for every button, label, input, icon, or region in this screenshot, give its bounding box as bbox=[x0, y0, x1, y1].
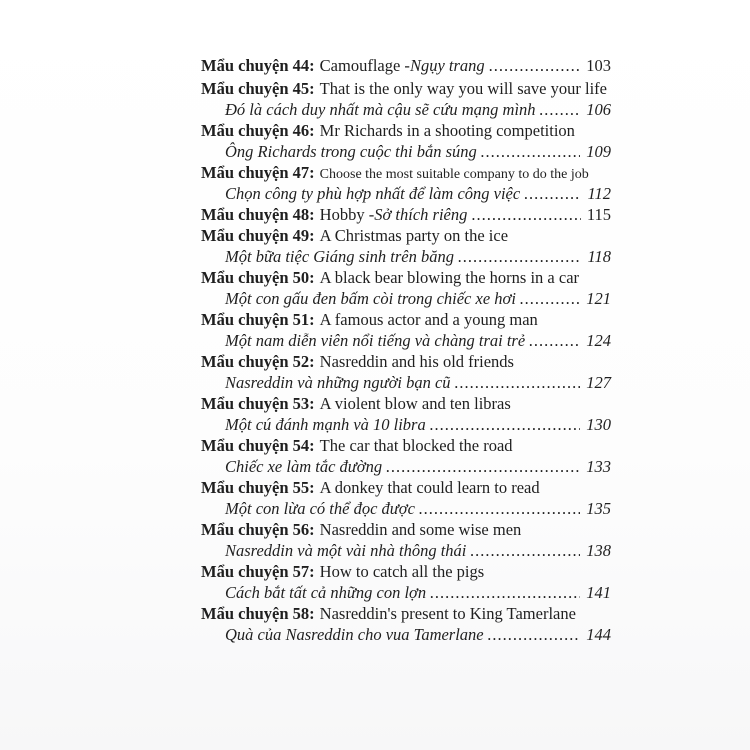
story-title: Camouflage - bbox=[319, 56, 410, 75]
page-number: 115 bbox=[586, 205, 611, 224]
toc-line bbox=[201, 204, 611, 225]
story-title: A Christmas party on the ice bbox=[319, 226, 509, 245]
story-label: Mẩu chuyện 56: bbox=[201, 520, 315, 539]
leader-dots bbox=[455, 372, 581, 393]
toc-entry-53 bbox=[201, 393, 611, 435]
page-number: 103 bbox=[586, 56, 611, 75]
toc-entry-44 bbox=[201, 55, 611, 76]
story-title: A famous actor and a young man bbox=[319, 310, 538, 329]
page-number: 127 bbox=[586, 373, 611, 392]
story-title: How to catch all the pigs bbox=[319, 562, 485, 581]
story-subtitle: Chọn công ty phù hợp nhất để làm công việc bbox=[225, 184, 521, 203]
story-title: A violent blow and ten libras bbox=[319, 394, 511, 413]
story-title-vi: Sở thích riêng bbox=[374, 205, 468, 224]
story-label: Mẩu chuyện 52: bbox=[201, 352, 315, 371]
story-subtitle: Chiếc xe làm tắc đường bbox=[225, 457, 383, 476]
leader-dots bbox=[430, 414, 581, 435]
story-title: Nasreddin's present to King Tamerlane bbox=[319, 604, 576, 623]
toc-subline bbox=[201, 456, 611, 477]
page-number: 109 bbox=[586, 142, 611, 161]
toc-line bbox=[201, 435, 611, 456]
toc-entry-46 bbox=[201, 120, 611, 162]
toc-entry-49 bbox=[201, 225, 611, 267]
page-number: 121 bbox=[586, 289, 611, 308]
page-number: 112 bbox=[587, 184, 611, 203]
page-number: 106 bbox=[586, 100, 611, 119]
page-number: 144 bbox=[586, 625, 611, 644]
story-subtitle: Một nam diễn viên nổi tiếng và chàng trai trẻ bbox=[225, 331, 526, 350]
leader-dots bbox=[471, 204, 581, 225]
toc-line bbox=[201, 309, 611, 330]
leader-dots bbox=[481, 141, 580, 162]
toc-subline bbox=[201, 540, 611, 561]
toc-subline bbox=[201, 183, 611, 204]
story-label: Mẩu chuyện 57: bbox=[201, 562, 315, 581]
toc-subline bbox=[201, 246, 611, 267]
toc-entry-47 bbox=[201, 162, 611, 204]
toc-subline bbox=[201, 624, 611, 645]
story-label: Mẩu chuyện 45: bbox=[201, 79, 315, 98]
page-number: 135 bbox=[586, 499, 611, 518]
story-subtitle: Nasreddin và một vài nhà thông thái bbox=[225, 541, 467, 560]
leader-dots bbox=[470, 540, 580, 561]
toc-entry-54 bbox=[201, 435, 611, 477]
leader-dots bbox=[458, 246, 581, 267]
page-number: 124 bbox=[586, 331, 611, 350]
leader-dots bbox=[520, 288, 580, 309]
story-title: Mr Richards in a shooting competition bbox=[319, 121, 575, 140]
story-subtitle: Nasreddin và những người bạn cũ bbox=[225, 373, 451, 392]
page-number: 141 bbox=[586, 583, 611, 602]
toc-line bbox=[201, 225, 611, 246]
story-title: A black bear blowing the horns in a car bbox=[319, 268, 580, 287]
story-title: Hobby - bbox=[319, 205, 375, 224]
story-subtitle: Một bữa tiệc Giáng sinh trên băng bbox=[225, 247, 454, 266]
toc-entry-50 bbox=[201, 267, 611, 309]
toc-line bbox=[201, 120, 611, 141]
story-subtitle: Ông Richards trong cuộc thi bắn súng bbox=[225, 142, 477, 161]
story-subtitle: Đó là cách duy nhất mà cậu sẽ cứu mạng mình bbox=[225, 100, 536, 119]
story-label: Mẩu chuyện 44: bbox=[201, 56, 315, 75]
toc-line bbox=[201, 78, 611, 99]
leader-dots bbox=[430, 582, 580, 603]
toc-entry-48 bbox=[201, 204, 611, 225]
toc-entry-52 bbox=[201, 351, 611, 393]
story-label: Mẩu chuyện 55: bbox=[201, 478, 315, 497]
page-number: 133 bbox=[586, 457, 611, 476]
story-label: Mẩu chuyện 51: bbox=[201, 310, 315, 329]
toc-line bbox=[201, 162, 611, 183]
page-number: 138 bbox=[586, 541, 611, 560]
story-label: Mẩu chuyện 47: bbox=[201, 163, 315, 182]
toc-line bbox=[201, 393, 611, 414]
leader-dots bbox=[540, 99, 581, 120]
leader-dots bbox=[524, 183, 581, 204]
leader-dots bbox=[419, 498, 580, 519]
toc-line bbox=[201, 351, 611, 372]
page-number: 130 bbox=[586, 415, 611, 434]
story-subtitle: Quà của Nasreddin cho vua Tamerlane bbox=[225, 625, 484, 644]
table-of-contents bbox=[201, 55, 611, 645]
story-label: Mẩu chuyện 46: bbox=[201, 121, 315, 140]
story-label: Mẩu chuyện 49: bbox=[201, 226, 315, 245]
toc-entry-55 bbox=[201, 477, 611, 519]
story-subtitle: Cách bắt tất cả những con lợn bbox=[225, 583, 427, 602]
toc-line bbox=[201, 561, 611, 582]
story-subtitle: Một con lừa có thể đọc được bbox=[225, 499, 415, 518]
story-label: Mẩu chuyện 54: bbox=[201, 436, 315, 455]
toc-subline bbox=[201, 330, 611, 351]
story-subtitle: Một cú đánh mạnh và 10 libra bbox=[225, 415, 426, 434]
page-number: 118 bbox=[587, 247, 611, 266]
toc-subline bbox=[201, 141, 611, 162]
story-subtitle: Một con gấu đen bấm còi trong chiếc xe hơi bbox=[225, 289, 516, 308]
toc-line bbox=[201, 55, 611, 76]
toc-entry-56 bbox=[201, 519, 611, 561]
toc-entry-45 bbox=[201, 78, 611, 120]
story-title-vi: Ngụy trang bbox=[409, 56, 485, 75]
toc-line bbox=[201, 267, 611, 288]
toc-line bbox=[201, 603, 611, 624]
toc-subline bbox=[201, 582, 611, 603]
leader-dots bbox=[489, 55, 581, 76]
toc-subline bbox=[201, 372, 611, 393]
toc-subline bbox=[201, 288, 611, 309]
toc-subline bbox=[201, 99, 611, 120]
toc-line bbox=[201, 519, 611, 540]
story-label: Mẩu chuyện 50: bbox=[201, 268, 315, 287]
story-title: Nasreddin and some wise men bbox=[319, 520, 522, 539]
leader-dots bbox=[386, 456, 580, 477]
story-label: Mẩu chuyện 53: bbox=[201, 394, 315, 413]
story-title: Nasreddin and his old friends bbox=[319, 352, 514, 371]
toc-entry-58 bbox=[201, 603, 611, 645]
story-label: Mẩu chuyện 58: bbox=[201, 604, 315, 623]
toc-line bbox=[201, 477, 611, 498]
toc-entry-51 bbox=[201, 309, 611, 351]
toc-subline bbox=[201, 414, 611, 435]
story-title: That is the only way you will save your life bbox=[319, 79, 607, 98]
story-label: Mẩu chuyện 48: bbox=[201, 205, 315, 224]
story-title: The car that blocked the road bbox=[319, 436, 513, 455]
toc-entry-57 bbox=[201, 561, 611, 603]
leader-dots bbox=[488, 624, 581, 645]
story-title: A donkey that could learn to read bbox=[319, 478, 540, 497]
leader-dots bbox=[529, 330, 580, 351]
story-title: Choose the most suitable company to do the job bbox=[319, 167, 589, 182]
toc-subline bbox=[201, 498, 611, 519]
